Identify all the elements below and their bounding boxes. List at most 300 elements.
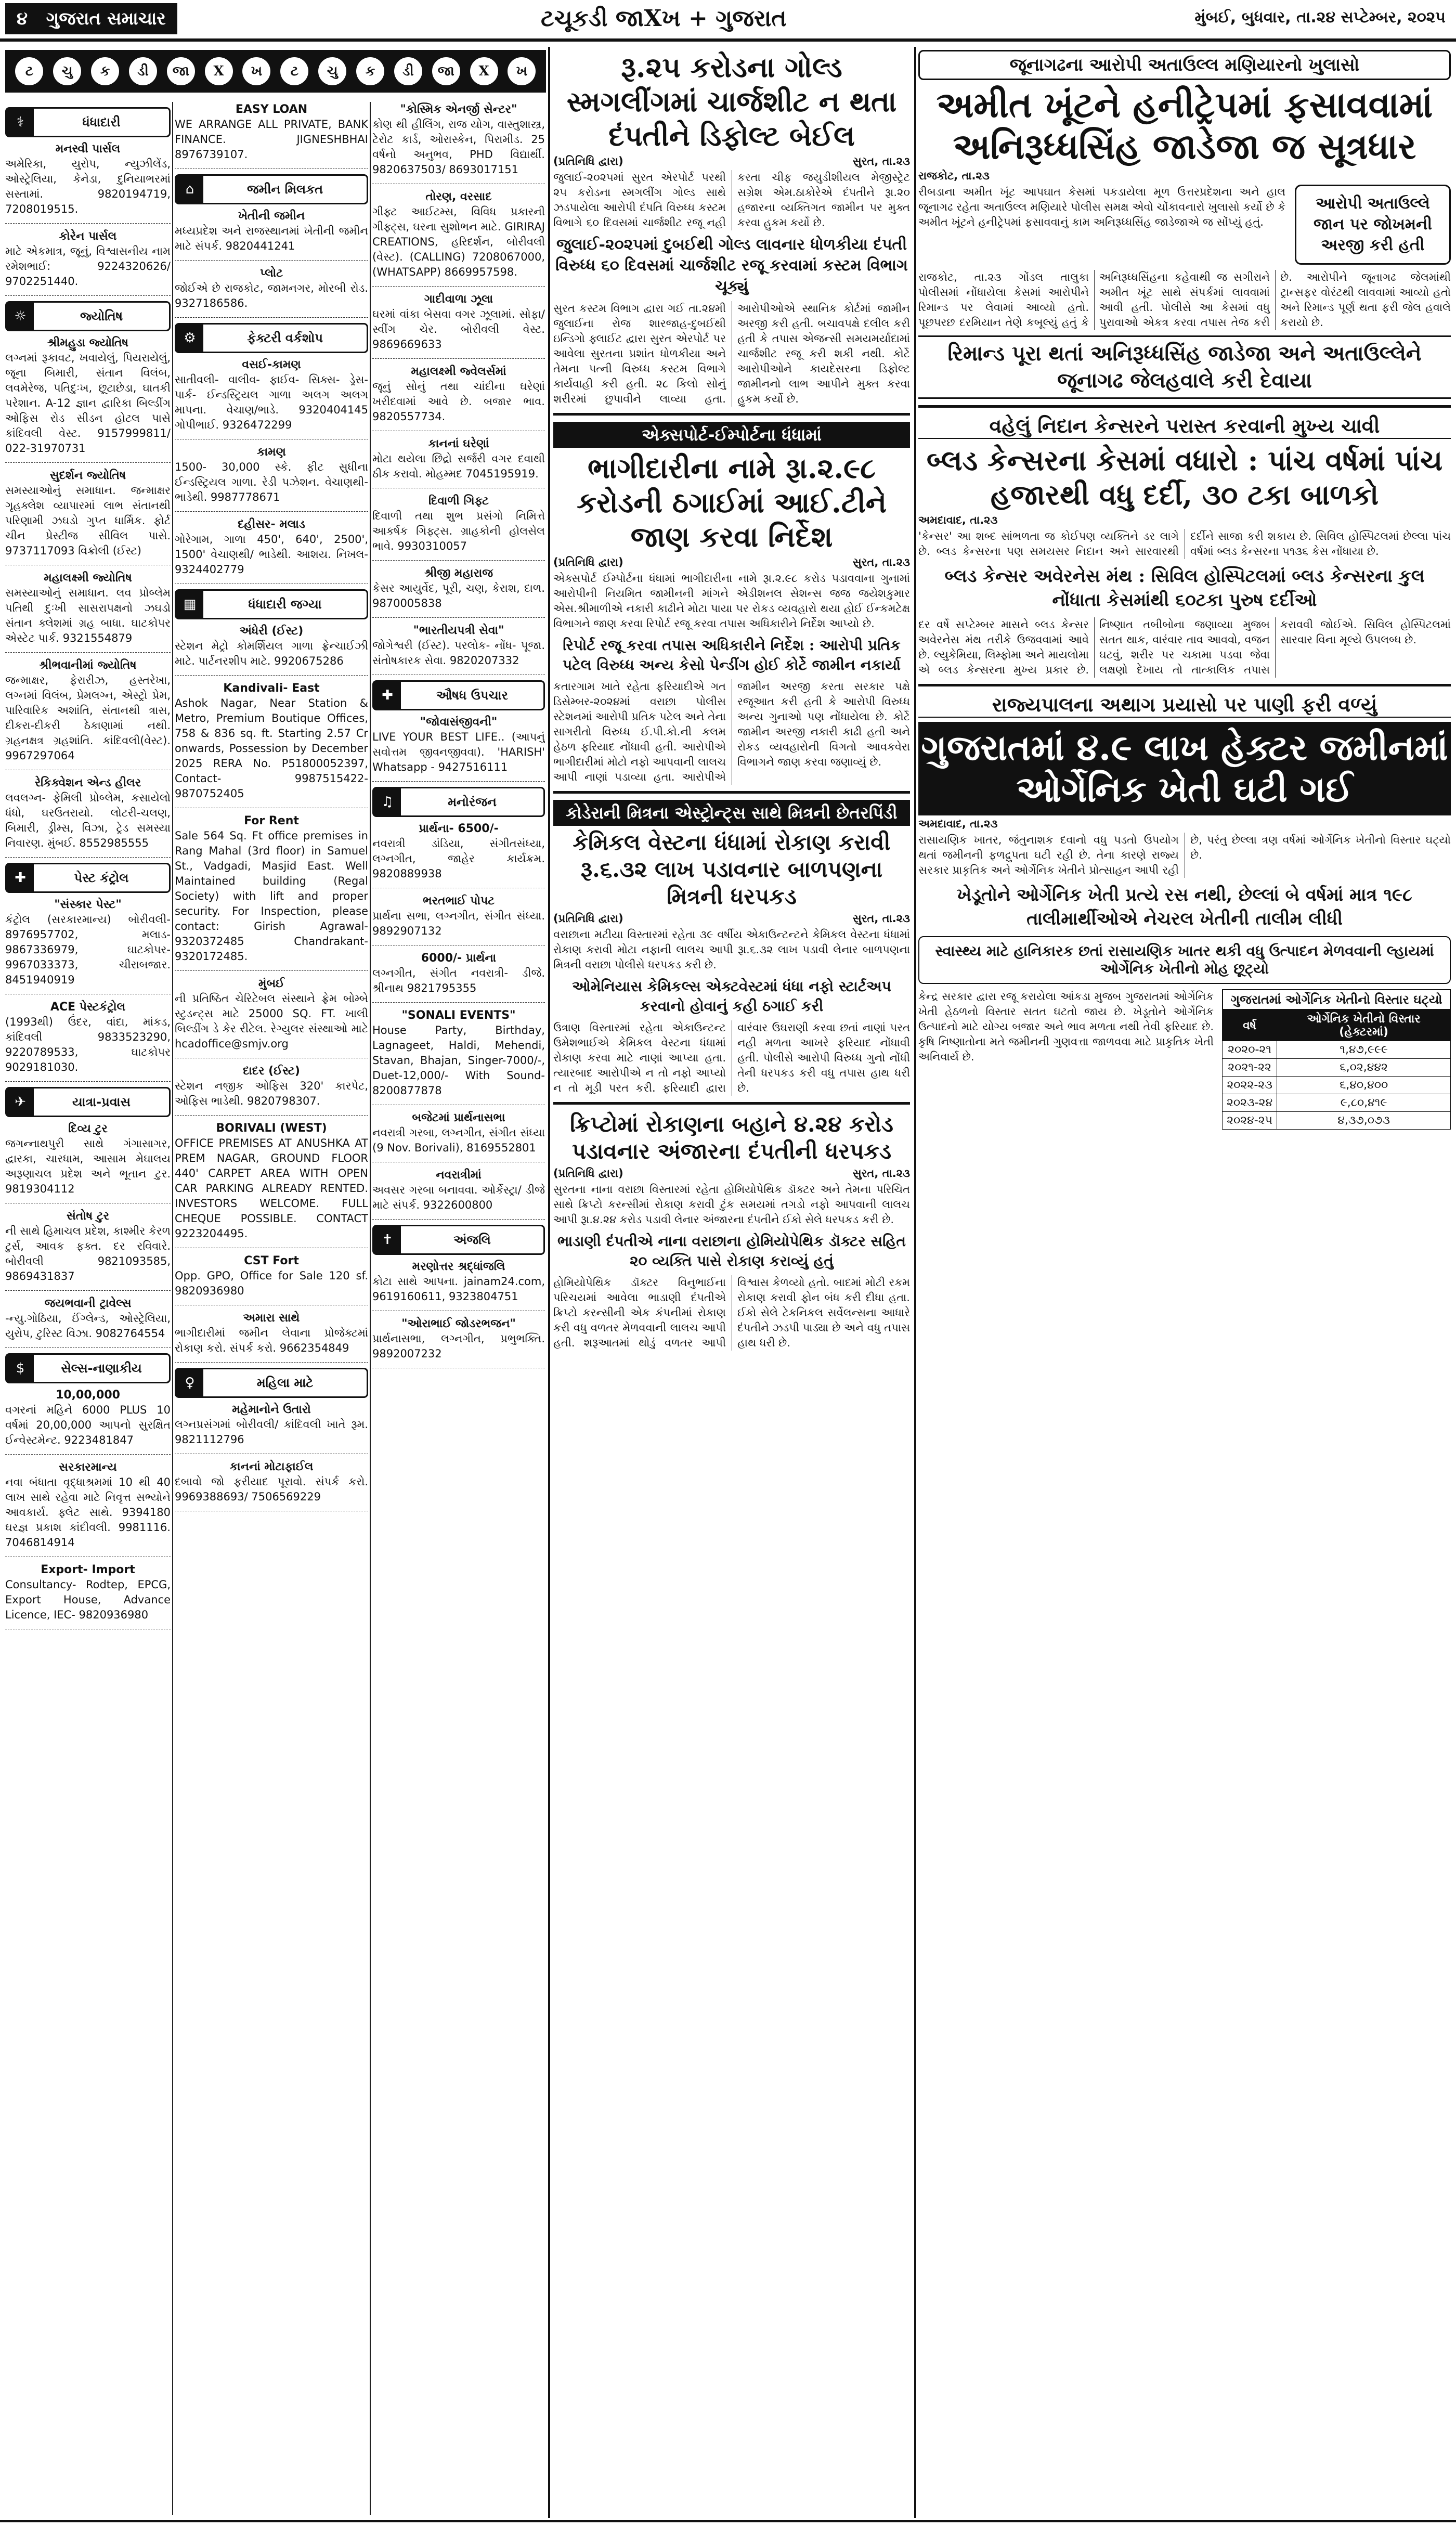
- byline: [553, 556, 910, 569]
- headline: ગુજરાતમાં ૪.૯ લાખ હેક્ટર જમીનમાં ઓર્ગેનિક ખેતી ઘટી ગઈ: [918, 722, 1451, 815]
- category-header: [5, 863, 171, 893]
- banner-letter: જા: [432, 57, 460, 85]
- column-header: ઓર્ગેનિક ખેતીનો વિસ્તાર (હેક્ટરમાં): [1277, 1010, 1451, 1041]
- category-icon: ▦: [176, 591, 203, 618]
- page-header: [0, 0, 1456, 37]
- ad-title: કાનનાં મોટાફાઈલ: [229, 1460, 314, 1473]
- headline: કેમિકલ વેસ્ટના ધંધામાં રોકાણ કરાવી રૂ.૬.૩૨ લાખ પડાવનાર બાળપણના મિત્રની ધરપકડ: [573, 830, 891, 909]
- ad-divider: [5, 295, 171, 296]
- byline: [553, 1167, 910, 1180]
- table-row: [1223, 1077, 1451, 1094]
- classifieds-column-1: [5, 102, 171, 2515]
- ad-title: રેકિક્વેશન એન્ડ હીલર: [34, 776, 141, 789]
- ad-title: પ્લોટ: [259, 267, 283, 280]
- banner-letter: ખ: [508, 57, 536, 85]
- table-row: [1223, 1112, 1451, 1130]
- cell-area: ૧,૪૭,૯૯૯: [1277, 1041, 1451, 1059]
- byline: [918, 818, 1451, 831]
- classified-ad: [175, 624, 368, 669]
- ad-body: દિવાળી તથા શુભ પ્રસંગો નિમિત્તે આકર્ષક ગિફ્ટ્સ. ગ્રાહકોની હોલસેલ ભાવે. 9930310057: [372, 510, 545, 552]
- ad-body: Ashok Nagar, Near Station & Metro, Premium Boutique Offices, 758 & 836 sq. ft. Starting 2.57 Cr onwards, Possession by December 2025 RERA No. P51800052397, Contact- 9987515422- 9870752405: [175, 697, 368, 800]
- banner-letter: ચુ: [318, 57, 346, 85]
- category-icon: ⌂: [176, 176, 203, 203]
- classified-ad: [372, 1110, 545, 1156]
- kicker: જૂનાગઢના આરોપી અતાઉલ્લ મણિયારનો ખુલાસો: [918, 50, 1451, 80]
- kicker: કોડેરાની મિત્રના એસ્ટ્રોન્ટ્સ સાથે મિત્રની છેતરપિંડી: [553, 800, 910, 826]
- banner-letter: ડી: [394, 57, 422, 85]
- ad-title: 10,00,000: [56, 1389, 120, 1402]
- paper-name: ગુજરાત સમાચાર: [46, 8, 166, 29]
- category-header: [175, 589, 368, 619]
- ad-title: "ભારતીયપત્રી સેવા": [413, 624, 504, 637]
- category-header: [372, 787, 545, 817]
- category-label: ધંધાદારી જગ્યા: [248, 597, 322, 612]
- category-header: [372, 1225, 545, 1255]
- stats-layout: [918, 989, 1451, 1130]
- ad-title: બજેટમાં પ્રાર્થનાસભા: [412, 1111, 505, 1124]
- classified-ad: [372, 715, 545, 775]
- ad-body: નવા બંધાતા વૃદ્ધાશ્રમમાં 10 થી 40 લાખ સાથે રહેવા માટે નિવૃત્ત સભ્યોને આવકાર્ય. ફ્લેટ સાથે. 9394180 ઘરજ્ઞ પ્રકાશ કાંદીવલી. 9981116. 7046814914: [5, 1476, 171, 1549]
- classified-ad: [372, 364, 545, 424]
- ad-body: સમસ્યાઓનું સમાધાન. જન્માક્ષર ગૃહક્લેશ વ્યાપારમાં લાભ સંતાનથી પરિણામી ઝઘડો ગુપ્ત ધાર્મિક. ફોર્ટ ચીન પ્રેસ્ટીજ સીવિલ પાસે. 9737117093 વિક્રોલી (ઈસ્ટ): [5, 484, 171, 557]
- body-text: કેન્દ્ર સરકાર દ્વારા રજૂ કરાયેલા આંકડા મુજબ ગુજરાતમાં ઓર્ગેનિક ખેતી હેઠળનો વિસ્તાર સતત ઘટતો જાય છે. ખેડૂતોને ઓર્ગેનિક ઉત્પાદનો માટે યોગ્ય બજાર અને ભાવ મળતા નથી તેવી ફરિયાદ છે. કૃષિ નિષ્ણાતોના મતે જમીનની ગુણવત્તા જાળવવા માટે પ્રાકૃતિક ખેતી અનિવાર્ય છે.: [918, 990, 1214, 1063]
- divider: [553, 413, 910, 416]
- column-header: વર્ષ: [1223, 1010, 1277, 1041]
- classified-ad: [372, 1259, 545, 1304]
- body-text: ઉત્રાણ વિસ્તારમાં રહેતા એકાઉન્ટન્ટ ઉમેશભાઈએ કેમિકલ વેસ્ટના ધંધામાં રોકાણ કરવા માટે નાણાં આપ્યા હતા. ત્યારબાદ આરોપીએ ન તો નફો આપ્યો ન તો મૂડી પરત કરી. ફરિયાદી દ્વારા વારંવાર ઉઘરાણી કરવા છતાં નાણાં પરત નહી મળતા આખરે ફરિયાદ નોંધાવી હતી. પોલીસે આરોપી વિરુધ્ધ ગુનો નોંધી તેની ધરપકડ કરી વધુ તપાસ હાથ ધરી છે.: [553, 1021, 910, 1094]
- category-icon: ✚: [7, 864, 34, 891]
- lede: વરાછાના મટીયા વિસ્તારમાં રહેતા ૩૯ વર્ષીય એકાઉન્ટન્ટને કેમિકલ વેસ્ટના ધંધામાં રોકાણ કરાવી મોટા નફાની લાલચ આપી રૂા.૬.૩૨ લાખ પડાવી લેનાર બાળપણના મિત્રની વરાછા પોલીસે ધરપકડ કરી છે.: [553, 928, 910, 971]
- ad-divider: [175, 317, 368, 318]
- ad-title: મરણોત્તર શ્રદ્ધાંજલિ: [412, 1260, 505, 1273]
- ad-title: કાનનાં ઘરેણાં: [428, 437, 489, 450]
- cell-area: ૬,૦૨,૪૪૨: [1277, 1059, 1451, 1077]
- ad-title: તોરણ, વરસાદ: [425, 190, 492, 203]
- classified-ad: [372, 436, 545, 482]
- dateline: મુંબઈ, બુધવાર, તા.૨૪ સપ્ટેમ્બર, ૨૦૨૫: [1194, 8, 1446, 27]
- lede: રીબડાના અમીત ખૂંટ આપઘાત કેસમાં પકડાયેલા મૂળ ઉત્તરપ્રદેશના અને હાલ જૂનાગઢ રહેતા અતાઉલ્લ મણિયારે પોલીસ સમક્ષ એવો ચોંકાવનારો ખુલાસો કર્યો છે કે અમીત ખૂંટને હનીટ્રેપમાં ફસાવવાનું કામ અનિરૂધ્ધસિંહ જાડેજાએ જ સોંપ્યું હતું.: [918, 186, 1285, 228]
- ad-body: સ્ટેશન મેટ્રો કોમર્શિયલ ગાળા ફ્રેન્ચાઈઝી માટે. પાર્ટનરશીપ માટે. 9920675286: [175, 640, 368, 667]
- ad-title: ગાદીવાળા ઝૂલા: [424, 293, 493, 306]
- ad-body: દબાવો જો ફરીયાદ પૂરાવો. સંપર્ક કરો. 9969388693/ 7506569229: [175, 1475, 368, 1503]
- ad-body: Sale 564 Sq. Ft office premises in Rang Mahal (3rd floor) in Samuel St., Vadgadi, Masjid East. Well Maintained building (Regal Society) with lift and proper security. For Inspection, please contact: Girish Agrawal- 9320372485 Chandrakant- 9320172485.: [175, 830, 368, 963]
- ad-title: ભરતભાઈ પોપટ: [422, 895, 495, 908]
- divider: [553, 791, 910, 794]
- side-box: [1295, 185, 1451, 265]
- classified-ad: [5, 897, 171, 988]
- story-layout: [918, 185, 1451, 265]
- classified-ad: [175, 209, 368, 254]
- byline: [918, 514, 1451, 527]
- classified-ad: [372, 1008, 545, 1098]
- ad-body: કંટ્રોલ (સરકારમાન્ય) બોરીવલી- 8976957702, મલાડ- 9867336979, ઘાટકોપર- 9967033373, ચીરાબજાર. 8451940919: [5, 913, 171, 986]
- classified-ad: [372, 189, 545, 280]
- classified-ad: [175, 813, 368, 964]
- classifieds-banner: [5, 50, 546, 93]
- ad-title: For Rent: [244, 814, 299, 827]
- ad-body: -ન્યુ.ગોઠિયા, ઈંગ્લેન્ડ, ઓસ્ટ્રેલિયા, યુરોપ, ટુરિસ્ટ વિઝા. 9082764554: [5, 1312, 171, 1340]
- source: (પ્રતિનિધિ દ્વારા): [553, 912, 623, 925]
- category-label: મનોરંજન: [448, 794, 497, 809]
- ad-title: સંતોષ ટુર: [66, 1210, 110, 1223]
- lede: જુલાઈ-૨૦૨૫માં સુરત એરપોર્ટ પરથી ૨૫ કરોડના સ્મગલીંગ ગોલ્ડ સાથે ઝડપાયેલા આરોપી દંપતિ વિરુધ્ધ કસ્ટમ વિભાગે ૬૦ દિવસમાં ચાર્જશીટ રજૂ નહી કરતા ચીફ જયુડીશીયલ મેજીસ્ટ્રેટ સગ્રેશ એમ.ઠાકોરેએ દંપતીને રૂા.૨૦ હજારના વ્યક્તિગત જામીન પર મુક્ત કરવા હુકમ કર્યો છે.: [553, 171, 910, 229]
- ad-body: Opp. GPO, Office for Sale 120 sf. 9820936980: [175, 1269, 368, 1297]
- category-label: જમીન મિલકત: [246, 182, 323, 197]
- ad-divider: [175, 970, 368, 971]
- blood-cancer-story: [918, 414, 1451, 678]
- category-icon: ♀: [176, 1369, 203, 1396]
- banner-letter: ક: [91, 57, 119, 85]
- ad-divider: [5, 223, 171, 224]
- ad-title: મનસ્વી પાર્સલ: [55, 142, 121, 155]
- ad-body: House Party, Birthday, Lagnageet, Haldi, Mehendi, Stavan, Bhajan, Singer-7000/-, Duet-12,000/- With Sound- 8200877878: [372, 1024, 545, 1097]
- ad-title: મહેમાનોને ઉતારો: [232, 1403, 311, 1416]
- ad-body: સમસ્યાઓનું સમાધાન. લવ પ્રોબ્લેમ પતિથી દુઃખી સાસરાપક્ષનો ઝઘડો સંતાન ક્લેશમાં ગ્રહ બાધા. ઘાટકોપર એસ્ટેટ પાર્ક. 9321554879: [5, 587, 171, 644]
- ad-body: જન્માક્ષર, ફેરારીઝ, હસ્તરેખા, લગ્નમાં વિલંબ, પ્રેમલગ્ન, એસ્ટ્રો પ્રેમ, પારિવારિક અશાંતિ, સંતાનથી ત્રાસ, દીકરા-દીકરી ઠેકાણામાં નથી. ગ્રહનક્ષત્ર ગ્રહશાંતિ. કાંદિવલી(વેસ્ટ). 9967297064: [5, 674, 171, 762]
- place: સુરત, તા.૨૩: [852, 155, 910, 167]
- category-header: [5, 301, 171, 331]
- banner-letter: ખ: [242, 57, 270, 85]
- ad-divider: [372, 286, 545, 287]
- ad-divider: [372, 617, 545, 618]
- page-bottom-rule: [0, 2520, 1456, 2522]
- divider: [918, 405, 1451, 408]
- ad-title: દાદર (ઈસ્ટ): [243, 1065, 300, 1078]
- section-divider: [914, 47, 916, 2518]
- highlight-box: સ્વાસ્થ્ય માટે હાનિકારક છતાં રાસાયણિક ખાતર થકી વધુ ઉત્પાદન મેળવવાની લ્હાયમાં ઓર્ગેનિક ખેતીનો મોહ છૂટ્યો: [918, 936, 1451, 984]
- ad-title: શ્રીજી મહારાજ: [424, 567, 493, 580]
- category-label: પેસ્ટ કંટ્રોલ: [74, 870, 129, 885]
- cell-area: ૯,૮૦,૪૧૯: [1277, 1094, 1451, 1112]
- ad-title: ખેતીની જમીન: [238, 210, 305, 223]
- ad-title: Kandivali- East: [223, 682, 320, 695]
- cell-area: ૪,૩૭,૦૭૩: [1277, 1112, 1451, 1130]
- ad-body: 1500- 30,000 સ્કે. ફીટ સુધીના ઈન્ડસ્ટ્રિયલ ગાળા. રેડી પઝેશન. વેચાણથી- ભાડેથી. 9987778671: [175, 461, 368, 503]
- ad-title: ACE પેસ્ટકંટ્રોલ: [50, 1001, 126, 1014]
- classified-ad: [372, 1168, 545, 1213]
- column-divider: [172, 102, 173, 2515]
- boxed-subhead: આરોપી અતાઉલ્લે જાન પર જોખમની અરજી કરી હતી: [1295, 185, 1451, 265]
- organic-farming-story: [918, 693, 1451, 1130]
- ad-title: શ્રીમહુડા જ્યોતિષ: [47, 336, 128, 349]
- category-icon: ⚕: [7, 109, 34, 136]
- ad-body: ઘરમાં વાંકા બેસવા વગર ઝૂલામાં. સોફા/ સ્વીંગ ચેર. બોરીવલી વેસ્ટ. 9869669633: [372, 308, 545, 351]
- export-fraud-story: [553, 422, 910, 785]
- banner-letter: X: [205, 57, 233, 85]
- classified-ad: [372, 821, 545, 882]
- subheadline: ઓમેનિયાસ કેમિકલ્સ એક્ટવેસ્ટમાં ધંધા નફો સ્ટાર્ટઅપ કરવાનો હોવાનું કહી ઠગાઈ કરી: [572, 978, 891, 1015]
- ad-title: મુંબઈ: [258, 977, 285, 990]
- headline: ભાગીદારીના નામે રૂા.૨.૯૮ કરોડની ઠગાઈમાં આઈ.ટીને જાણ કરવા નિર્દેશ: [577, 451, 887, 553]
- category-label: જ્યોતિષ: [80, 308, 123, 323]
- classified-ad: [5, 775, 171, 851]
- ad-body: અમેરિકા, યુરોપ, ન્યુઝીલેંડ, ઓસ્ટ્રેલિયા, કેનેડા, દુનિયાભરમાં સસ્તામાં. 9820194719, 7208019515.: [5, 158, 171, 215]
- ad-divider: [175, 1362, 368, 1363]
- headline: ક્રિપ્ટોમાં રોકાણના બહાને ૪.૨૪ કરોડ પડાવનાર અંજારના દંપતીની ધરપકડ: [570, 1111, 893, 1164]
- ad-title: "જોવાસંજીવની": [420, 716, 498, 729]
- classified-ad: [5, 1121, 171, 1197]
- classified-ad: [5, 335, 171, 456]
- subheadline: જુલાઈ-૨૦૨૫માં દુબઈથી ગોલ્ડ લાવનાર ધોળકીયા દંપતી વિરુધ્ધ ૬૦ દિવસમાં ચાર્જશીટ રજૂ કરવામાં કસ્ટમ વિભાગ ચૂક્યું: [555, 236, 908, 295]
- subheadline: ખેડૂતોને ઓર્ગેનિક ખેતી પ્રત્યે રસ નથી, છેલ્લાં બે વર્ષમાં માત્ર ૧૯૮ તાલીમાર્થીઓએ નેચરલ ખેતીની તાલીમ લીધી: [957, 885, 1412, 929]
- table-title: ગુજરાતમાં ઓર્ગેનિક ખેતીનો વિસ્તાર ઘટ્યો: [1222, 989, 1451, 1010]
- ad-title: વસઈ-કામણ: [242, 358, 301, 371]
- ad-title: Export- Import: [41, 1563, 135, 1576]
- ad-title: કોરેન પાર્સલ: [59, 230, 117, 243]
- ad-title: CST Fort: [244, 1254, 299, 1267]
- subheadline: બ્લડ કેન્સર અવેરનેસ મંથ : સિવિલ હોસ્પિટલમાં બ્લડ કેન્સરના કુલ નોંધાતા કેસમાંથી ૬૦ટકા પુરુષ દર્દીઓ: [944, 566, 1425, 611]
- ad-title: "સંસ્કાર પેસ્ટ": [54, 898, 122, 911]
- classified-ad: [175, 445, 368, 505]
- banner-letter: X: [470, 57, 498, 85]
- ad-divider: [5, 1290, 171, 1291]
- ad-body: જોગેશ્વરી (ઈસ્ટ). પરલોક- નોંધ- પૂજા. સંતોષકારક સેવા. 9820207332: [372, 639, 545, 667]
- cell-year: ૨૦૨૩-૨૪: [1223, 1094, 1277, 1112]
- ad-title: દિવ્ય ટુર: [68, 1122, 108, 1135]
- classified-ad: [5, 1209, 171, 1284]
- ad-body: મધ્યપ્રદેશ અને રાજસ્થાનમાં ખેતીની જમીન માટે સંપર્ક. 9820441241: [175, 225, 368, 252]
- ad-body: કેસર આયુર્વેદ, પૂરી, ચણ, કેરાશ, દાળ. 9870005838: [372, 582, 545, 610]
- ad-body: ની સાથે હિમાચલ પ્રદેશ, કાશ્મીર કેરળ ટુર્સ, આવક ફક્ત. દર રવિવારે. બોરીવલી 9821093585, 9869431837: [5, 1225, 171, 1282]
- ad-body: LIVE YOUR BEST LIFE.. (આપનું સવોત્તમ જીવનજીવવા). 'HARISH' Whatsapp - 9427516111: [372, 731, 545, 773]
- right-news-column: [918, 50, 1451, 2515]
- classified-ad: [372, 102, 545, 177]
- place: અમદાવાદ, તા.૨૩: [918, 514, 998, 526]
- classified-ad: [5, 468, 171, 559]
- ad-body: ભાગીદારીમાં જમીન લેવાના પ્રોજેક્ટમાં રોકાણ કરો. સંપર્ક કરો. 9662354849: [175, 1327, 368, 1354]
- body-text: કતારગામ ખાતે રહેતા ફરિયાદીએ ગત ડિસેમ્બર-૨૦૨૪માં વરાછા પોલીસ સ્ટેશનમાં આરોપી પ્રતિક પટેલ અને તેના સાગરીતો વિરુધ્ધ ઈ.પી.કો.ની કલમ હેઠળ ફરિયાદ નોંધાવી હતી. આરોપીએ ભાગીદારીમાં મોટો નફો આપવાની લાલચ આપી નાણાં પડાવ્યા હતા. આરોપીએ જામીન અરજી કરતા સરકાર પક્ષે રજૂઆત કરી હતી કે આરોપી વિરુધ્ધ અન્ય ગુનાઓ પણ નોંધાયેલા છે. કોર્ટે જામીન અરજી નકારી કાઢી હતી અને રોકડ વ્યવહારોની વિગતો આવકવેરા વિભાગને જાણ કરવા જણાવ્યું છે.: [553, 680, 910, 783]
- ad-body: WE ARRANGE ALL PRIVATE, BANK FINANCE. JIGNESHBHAI 8976739107.: [175, 118, 368, 161]
- category-label: મહિલા માટે: [256, 1375, 314, 1390]
- category-icon: ✝: [374, 1226, 401, 1253]
- place: અમદાવાદ, તા.૨૩: [918, 818, 998, 830]
- ad-divider: [372, 560, 545, 561]
- body-text: રાજકોટ, તા.૨૩ ગોંડલ તાલુકા પોલીસમાં નોંધાયેલા કેસમાં આરોપીને રિમાન્ડ પર લેવામાં આવ્યો હતો. પૂછપરછ દરમિયાન તેણે કબૂલ્યું હતું કે અનિરૂધ્ધસિંહના કહેવાથી જ સગીરાને અમીત ખૂંટ સાથે સંપર્કમાં લાવવામાં આવી હતી. પોલીસે આ કેસમાં વધુ પુરાવાઓ એકત્ર કરવા તપાસ તેજ કરી છે. આરોપીને જૂનાગઢ જેલમાંથી ટ્રાન્સફર વોરંટથી લાવવામાં આવ્યો હતો અને રિમાન્ડ પૂર્ણ થતા ફરી જેલ હવાલે કરાયો છે.: [918, 271, 1451, 329]
- headline: અમીત ખૂંટને હનીટ્રેપમાં ફસાવવામાં અનિરૂધ્ધસિંહ જાડેજા જ સૂત્રધાર: [936, 84, 1433, 167]
- ad-divider: [372, 781, 545, 782]
- ad-body: ગીફ્ટ આઈટમ્સ, વિવિધ પ્રકારની ગીફ્ટ્સ, ઘરના સુશોભન માટે. GIRIRAJ CREATIONS, હરિદર્શન, બોરીવલી (વેસ્ટ). (CALLING) 7208067000, (WHATSAPP) 8669957598.: [372, 205, 545, 278]
- body-text: દર વર્ષે સપ્ટેમ્બર માસને બ્લડ કેન્સર અવેરનેસ મંથ તરીકે ઉજવવામાં આવે છે. લ્યુકેમિયા, લિમ્ફોમા અને માયલોમા એ બ્લડ કેન્સરના મુખ્ય પ્રકાર છે. નિષ્ણાત તબીબોના જણાવ્યા મુજબ સતત થાક, વારંવાર તાવ આવવો, વજન ઘટવું, શરીર પર ચકામા પડવા જેવા લક્ષણો દેખાય તો તાત્કાલિક તપાસ કરાવવી જોઈએ. સિવિલ હોસ્પિટલમાં સારવાર વિના મૂલ્યે ઉપલબ્ધ છે.: [918, 618, 1451, 676]
- banner-letter: ટ: [15, 57, 43, 85]
- category-label: ફેક્ટરી વર્કશોપ: [247, 330, 323, 345]
- classified-ad: [5, 658, 171, 763]
- category-header: [175, 1368, 368, 1398]
- category-label: અંજલિ: [453, 1232, 491, 1247]
- cell-area: ૬,૪૦,૪૦૦: [1277, 1077, 1451, 1094]
- divider: [918, 684, 1451, 686]
- ad-body: લગ્નપ્રસંગમાં બોરીવલી/ કાંદિવલી ખાતે રૂમ. 9821112796: [175, 1418, 368, 1446]
- ad-body: વગરનાં મહિને 6000 PLUS 10 વર્ષમાં 20,00,000 આપનો સુરક્ષિત ઈન્વેસ્ટમેન્ટ. 9223481847: [5, 1404, 171, 1446]
- lede: સુરતના નાના વરાછા વિસ્તારમાં રહેતા હોમિયોપેથિક ડૉક્ટર અને તેમના પરિચિત સાથે ક્રિપ્ટો કરન્સીમાં રોકાણ કરાવી ટુંક સમયમાં તગડો નફો આપવાની લાલચ આપી રૂા.૪.૨૪ કરોડ પડાવી લેનાર અંજારના દંપતીને ઈકો સેલે ધરપકડ કરી છે.: [553, 1183, 910, 1226]
- ad-title: દહીસર- મલાડ: [238, 518, 305, 531]
- gold-smuggling-story: [553, 50, 910, 407]
- ad-title: "SONALI EVENTS": [401, 1009, 516, 1022]
- ad-divider: [372, 1219, 545, 1220]
- classified-ad: [5, 1296, 171, 1341]
- category-icon: ☼: [7, 303, 34, 330]
- body-text: સુરત કસ્ટમ વિભાગ દ્વારા ગઈ તા.૨૪મી જુલાઈના રોજ શારજાહ-દુબઈથી ઇન્ડિગો ફ્લાઈટ દ્વારા સુરત એરપોર્ટ પર આવેલા સુરતના પ્રશાંત ધોળકીયા અને તેમના પત્ની વિરુધ્ધ કસ્ટમ વિભાગે કાર્યવાહી કરી હતી. ૨૮ કિલો સોનું શરીરમાં છુપાવીને લાવ્યા હતા. આરોપીઓએ સ્થાનિક કોર્ટમાં જામીન અરજી કરી હતી. બચાવપક્ષે દલીલ કરી હતી કે તપાસ એજન્સી સમયમર્યાદામાં ચાર્જશીટ રજૂ કરી શકી નથી. કોર્ટે આરોપીઓને કાયદેસરના ડિફોલ્ટ જામીનનો લાભ આપીને મુક્ત કરવા હુકમ કર્યો છે.: [553, 302, 910, 405]
- classified-ad: [372, 1316, 545, 1362]
- kicker: વહેલું નિદાન કેન્સરને પરાસ્ત કરવાની મુખ્ય ચાવી: [918, 414, 1451, 439]
- subheadline: રિપોર્ટ રજૂ કરવા તપાસ અધિકારીને નિર્દેશ : આરોપી પ્રતિક પટેલ વિરુધ્ધ અન્ય કેસો પેન્ડીંગ હોઈ કોર્ટે જામીન નકાર્યા: [563, 637, 901, 673]
- classified-ad: [372, 566, 545, 611]
- classified-ad: [175, 1253, 368, 1299]
- crypto-fraud-story: [553, 1111, 910, 1351]
- banner-letter: ક: [356, 57, 384, 85]
- ad-title: "ઓરાભાઈ જોડરભજન": [401, 1317, 516, 1330]
- category-icon: ✚: [374, 682, 401, 709]
- ad-divider: [5, 462, 171, 463]
- classifieds-column-3: [372, 102, 545, 2515]
- classified-ad: [5, 1460, 171, 1550]
- place: સુરત, તા.૨૩: [852, 556, 910, 568]
- ad-body: સ્ટેશન નજીક ઓફિસ 320' કારપેટ, ઓફિસ ભાડેથી. 9820798307.: [175, 1080, 368, 1107]
- banner-letter: ડી: [129, 57, 157, 85]
- classified-ad: [175, 357, 368, 433]
- ad-divider: [175, 675, 368, 676]
- ad-title: પ્રાર્થના- 6500/-: [419, 822, 499, 835]
- ad-body: જોઈએ છે રાજકોટ, જામનગર, મોરબી રોડ. 9327186586.: [175, 282, 368, 309]
- category-header: [5, 1353, 171, 1383]
- classified-ad: [175, 266, 368, 311]
- ad-body: OFFICE PREMISES AT ANUSHKA AT PREM NAGAR, GROUND FLOOR 440' CARPET AREA WITH OPEN CAR PARKING ALREADY RENTED. INVESTORS WELCOME. FULL CHEQUE POSSIBLE. CONTACT 9223204495.: [175, 1137, 368, 1240]
- story-footer-headline: રિમાન્ડ પૂરા થતાં અનિરૂધ્ધસિંહ જાડેજા અને અતાઉલ્લેને જૂનાગઢ જેલહવાલે કરી દેવાયા: [918, 335, 1451, 399]
- ad-divider: [175, 260, 368, 261]
- ad-divider: [5, 857, 171, 858]
- classified-ad: [372, 951, 545, 996]
- source: (પ્રતિનિધિ દ્વારા): [553, 1167, 623, 1180]
- ad-title: મહાલક્ષ્મી જ્વેલર્સમાં: [411, 365, 506, 378]
- classified-ad: [372, 292, 545, 352]
- category-label: ઔષધ ઉપચાર: [436, 688, 508, 703]
- ad-title: દિવાળી ગિફ્ટ: [428, 495, 489, 508]
- ad-body: સાતીવલી- વાલીવ- ફાઈવ- સિક્સ- ડ્રેસ- પાર્ક- ઈન્ડસ્ટ્રિયલ ગાળા અલગ અલગ માપના. વેચાણ/ભાડે. 9320404145 ગોપીભાઈ. 9326472299: [175, 373, 368, 431]
- masthead: [5, 3, 177, 34]
- byline: [918, 170, 1451, 183]
- ad-title: અંધેરી (ઈસ્ટ): [239, 625, 304, 638]
- ad-divider: [175, 1115, 368, 1116]
- ad-body: જગન્નાથપુરી સાથે ગંગાસાગર, દ્વારકા, ચારધામ, આસામ મેઘાલય અરૂણાચલ પ્રદેશ અને ભૂતાન ટુર. 9819304112: [5, 1137, 171, 1195]
- category-header: [5, 107, 171, 137]
- headline: બ્લડ કેન્સરના કેસમાં વધારો : પાંચ વર્ષમાં પાંચ હજારથી વધુ દર્દી, ૩૦ ટકા બાળકો: [926, 444, 1443, 511]
- ad-title: "કોસ્મિક એનર્જી સેન્ટર": [400, 103, 517, 116]
- honeytrap-story: [918, 50, 1451, 399]
- place: રાજકોટ, તા.૨૩: [918, 170, 990, 182]
- category-label: સેલ્સ-નાણાકીય: [61, 1360, 142, 1376]
- ad-body: પ્રાર્થના સભા, લગ્નગીત, સંગીત સંધ્યા. 9892907132: [372, 910, 545, 937]
- classified-ad: [372, 893, 545, 939]
- byline: [553, 912, 910, 925]
- classified-ad: [175, 1402, 368, 1447]
- category-header: [372, 680, 545, 710]
- classified-ad: [175, 976, 368, 1052]
- banner-letter: જા: [167, 57, 195, 85]
- place: સુરત, તા.૨૩: [852, 1167, 910, 1180]
- kicker: રાજ્યપાલના અથાગ પ્રયાસો પર પાણી ફરી વળ્યું: [918, 693, 1451, 718]
- lede: રાસાયણિક ખાતર, જંતુનાશક દવાનો વધુ પડતો ઉપયોગ થતાં જમીનની ફળદ્રુપતા ઘટી રહી છે. તેના કારણે રાજ્ય સરકાર પ્રાકૃતિક અને ઓર્ગેનિક ખેતીને પ્રોત્સાહન આપી રહી છે, પરંતુ છેલ્લા ત્રણ વર્ષમાં ઓર્ગેનિક ખેતીનો વિસ્તાર ઘટ્યો છે.: [918, 834, 1451, 876]
- ad-title: EASY LOAN: [235, 103, 308, 116]
- ad-body: લગ્નમાં રૂકાવટ, ખવાયેલું, પિયરાયેલું, જૂના બિમારી, સંતાન વિલંબ, લવમેરેજ, પતિદુઃખ, છૂટાછેડા, ઘાતકી પરેશાન. A-12 જ્ઞાન દ્વારિકા બિલ્ડીંગ ઓફિસ રોડ સીડન હોટલ પાસે કાંદિવલી વેસ્ટ. 9157999811/ 022-31970731: [5, 352, 171, 455]
- classified-ad: [372, 623, 545, 668]
- ad-divider: [5, 652, 171, 653]
- ad-body: કોણ થી હીલિંગ, રાજ યોગ, વાસ્તુશાસ્ત્ર, ટેરોટ કાર્ડ, ઓરાસ્કેન, પિરામીડ. 25 વર્ષનો અનુભવ, PHD વિદ્યાર્થી. 9820637503/ 8693017151: [372, 118, 545, 176]
- classifieds-column-2: [175, 102, 368, 2515]
- ad-body: પ્રાર્થનાસભા, લગ્નગીત, પ્રભુભક્તિ. 9892007232: [372, 1332, 545, 1360]
- ad-title: જયભવાની ટ્રાવેલ્સ: [44, 1297, 132, 1310]
- ad-divider: [5, 1081, 171, 1082]
- ad-divider: [175, 511, 368, 512]
- source: (પ્રતિનિધિ દ્વારા): [553, 556, 623, 568]
- classified-ad: [175, 681, 368, 801]
- classified-ad: [5, 229, 171, 289]
- table-header-row: [1223, 1010, 1451, 1041]
- ad-body: Consultancy- Rodtep, EPCG, Export House, Advance Licence, IEC- 9820936980: [5, 1578, 171, 1621]
- ad-title: 6000/- પ્રાર્થના: [421, 952, 497, 965]
- classified-ad: [175, 1121, 368, 1241]
- classified-ad: [5, 1388, 171, 1448]
- chemical-waste-story: [553, 800, 910, 1096]
- ad-title: અમારા સાથે: [243, 1312, 300, 1325]
- place: સુરત, તા.૨૩: [852, 912, 910, 925]
- ad-body: માટે એકમાત્ર, જૂનું, વિશ્વાસનીય નામ રમેશભાઈ: 9224320626/ 9702251440.: [5, 245, 171, 288]
- ad-body: અવસર ગરબા બનાવવા. ઓર્કેસ્ટ્રા/ ડીજે માટે સંપર્ક. 9322600800: [372, 1184, 545, 1211]
- classified-ad: [175, 1064, 368, 1109]
- ad-body: જૂનું સોનું તથા ચાંદીના ઘરેણાં ખરીદવામાં આવે છે. બજાર ભાવ. 9820557734.: [372, 380, 545, 423]
- classified-ad: [175, 1311, 368, 1356]
- section-divider: [548, 47, 550, 2518]
- category-icon: ⚙: [176, 325, 203, 352]
- category-label: યાત્રા-પ્રવાસ: [72, 1094, 131, 1109]
- ad-title: શ્રીભવાનીમાં જ્યોતિષ: [39, 659, 137, 672]
- table-row: [1223, 1041, 1451, 1059]
- category-header: [175, 323, 368, 353]
- ad-title: મહાલક્ષ્મી જ્યોતિષ: [44, 572, 132, 585]
- category-header: [175, 174, 368, 204]
- cell-year: ૨૦૨૨-૨૩: [1223, 1077, 1277, 1094]
- center-news-column: [553, 50, 910, 2515]
- byline: [553, 155, 910, 168]
- ad-body: લગ્નગીત, સંગીત નવરાત્રી- ડીજે. શ્રીનાથ 9821795355: [372, 967, 545, 994]
- ad-body: લવલગ્ન- ફેમિલી પ્રોબ્લેમ, કસાયેલો ધંધો, ઘરઉતરાયો. લોટરી-ચલણ, બિમારી, ડ્રીમ્સ, વિઝા, ટ્રેડ સમસ્યા નિવારણ. મુંબઈ. 8552985555: [5, 792, 171, 849]
- classified-ad: [5, 571, 171, 646]
- ad-divider: [5, 1347, 171, 1348]
- table-row: [1223, 1059, 1451, 1077]
- subheadline: ભાડાણી દંપતીએ નાના વરાછાના હોમિયોપેથિક ડૉક્ટર સહિત ૨૦ વ્યક્તિ પાસે રોકાણ કરાવ્યું હતું: [557, 1233, 906, 1269]
- cell-year: ૨૦૨૧-૨૨: [1223, 1059, 1277, 1077]
- ad-divider: [372, 358, 545, 359]
- banner-letter: ટ: [280, 57, 308, 85]
- classified-ad: [5, 1562, 171, 1623]
- stats-table-box: [1222, 989, 1451, 1130]
- ad-title: કામણ: [257, 446, 286, 459]
- classified-ad: [175, 517, 368, 577]
- category-icon: ♫: [374, 788, 401, 815]
- lede: 'કેન્સર' આ શબ્દ સાંભળતા જ કોઈપણ વ્યક્તિને ડર લાગે છે. બ્લડ કેન્સરના પણ સમયસર નિદાન અને સારવારથી દર્દીને સાજા કરી શકાય છે. સિવિલ હોસ્પિટલમાં છેલ્લા પાંચ વર્ષમાં બ્લડ કેન્સરના ૫૧૩૬ કેસ નોંધાયા છે.: [918, 530, 1451, 558]
- header-divider: [0, 38, 1456, 42]
- ad-body: ગોરેગામ, ગાળા 450', 640', 2500', 1500' વેચાણથી/ ભાડેથી. આશય. નિખલ- 9324402779: [175, 533, 368, 576]
- page-number: ૪: [17, 8, 28, 29]
- ad-body: કોટા સાથે આપના. jainam24.com, 9619160611, 9323804751: [372, 1275, 545, 1303]
- body-text: હોમિયોપેથિક ડૉક્ટર વિનુભાઈના પરિચયમાં આવેલા ભાડાણી દંપતીએ ક્રિપ્ટો કરન્સીની એક કંપનીમાં રોકાણ કરી વધુ વળતર મેળવવાની લાલચ આપી હતી. શરૂઆતમાં થોડું વળતર આપી વિશ્વાસ કેળવ્યો હતો. બાદમાં મોટી રકમ રોકાણ કરાવી ફોન બંધ કરી દીધા હતા. ઈકો સેલે ટેકનિકલ સર્વેલન્સના આધારે દંપતીને ઝડપી પાડ્યા છે અને વધુ તપાસ હાથ ધરી છે.: [553, 1276, 910, 1349]
- classified-ad: [175, 102, 368, 162]
- ad-body: (1993થી) ઉંદર, વાંદા, માંકડ, કાંદિવલી 9833523290, 9220789533, ઘાટકોપર 9029181030.: [5, 1016, 171, 1073]
- source: (પ્રતિનિધિ દ્વારા): [553, 155, 623, 167]
- kicker: એક્સપોર્ટ-ઈમ્પોર્ટના ધંધામાં: [553, 422, 910, 448]
- organic-area-table: [1222, 1010, 1451, 1130]
- ad-title: BORIVALI (WEST): [216, 1122, 327, 1135]
- classified-ad: [5, 141, 171, 217]
- category-label: ધંધાદારી: [82, 114, 121, 129]
